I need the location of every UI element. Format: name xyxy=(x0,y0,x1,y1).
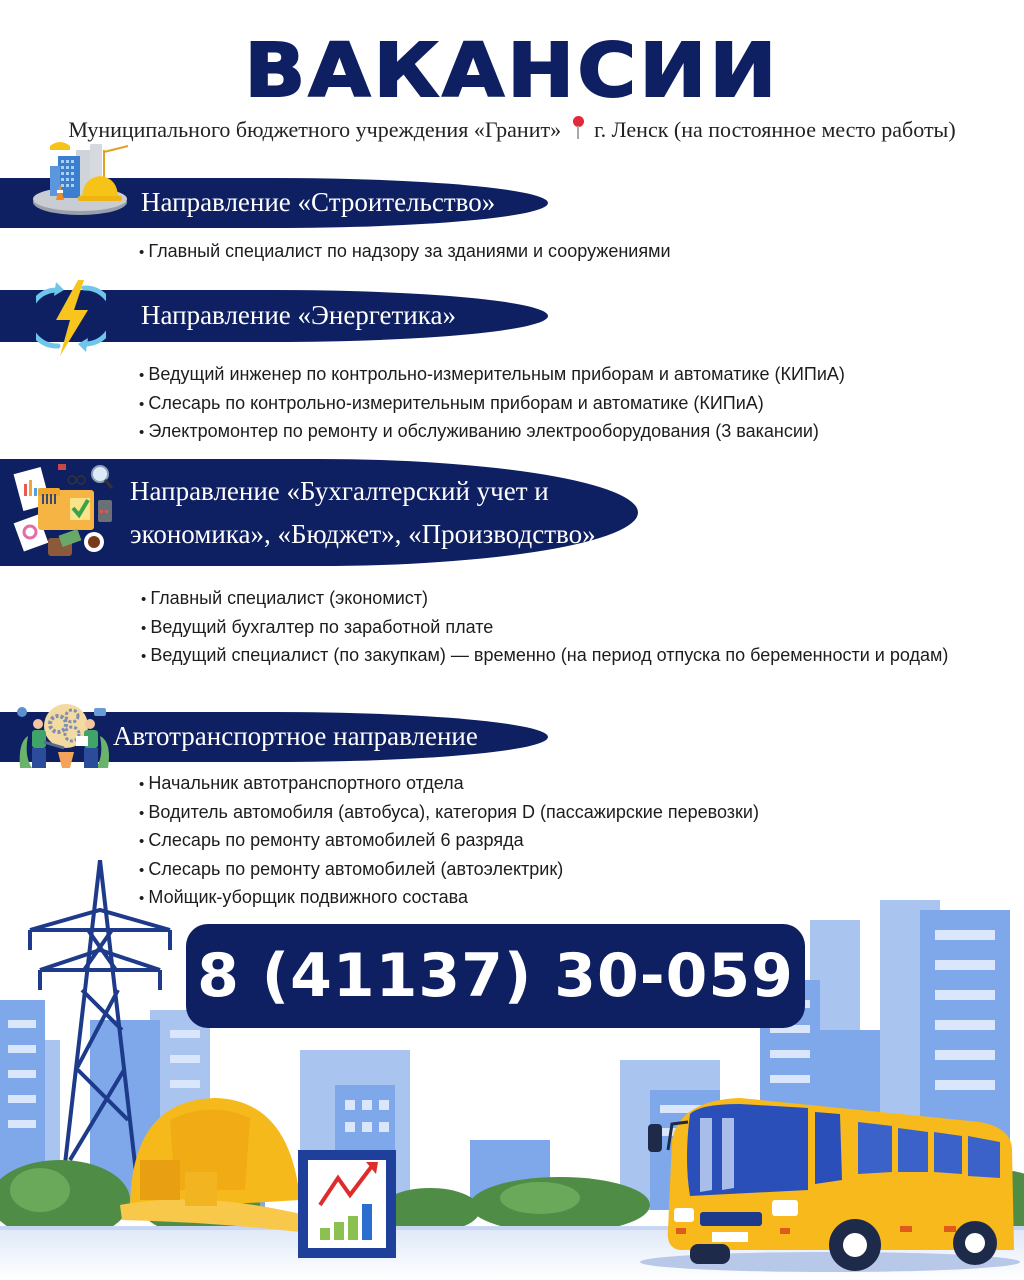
page-title: ВАКАНСИИ xyxy=(244,28,780,114)
accounting-documents-icon xyxy=(8,460,120,566)
vacancy-item: • Слесарь по контрольно-измерительным приборам и автоматике (КИПиА) xyxy=(139,390,845,419)
construction-city-icon xyxy=(30,140,132,220)
vacancy-item: • Начальник автотранспортного отдела xyxy=(139,770,759,799)
vacancy-item: • Слесарь по ремонту автомобилей (автоэлектрик) xyxy=(139,856,759,885)
section-title: Направление «Строительство» xyxy=(141,187,496,218)
vacancy-item: • Главный специалист по надзору за зданиями и сооружениями xyxy=(139,238,671,267)
subtitle xyxy=(0,116,1024,143)
vacancy-list-energy xyxy=(139,361,845,447)
section-title: Направление «Энергетика» xyxy=(141,300,456,331)
vacancy-item: • Главный специалист (экономист) xyxy=(137,585,957,614)
mechanics-gears-icon xyxy=(14,702,114,770)
vacancy-list-accounting xyxy=(137,585,957,671)
vacancy-item: • Мойщик-уборщик подвижного состава xyxy=(139,884,759,913)
bus-illustration xyxy=(640,1098,1020,1272)
vacancy-list-construction xyxy=(139,238,671,267)
section-title-line1: Направление «Бухгалтерский учет и xyxy=(130,475,549,506)
vacancy-item: • Водитель автомобиля (автобуса), категория D (пассажирские перевозки) xyxy=(139,799,759,828)
vacancy-item: • Ведущий инженер по контрольно-измерительным приборам и автоматике (КИПиА) xyxy=(139,361,845,390)
growth-chart-board xyxy=(298,1150,396,1258)
section-title: Автотранспортное направление xyxy=(113,721,478,752)
subtitle-organization: Муниципального бюджетного учреждения «Гранит» xyxy=(68,117,562,142)
city-illustration xyxy=(0,860,1024,1280)
vacancy-item: • Ведущий бухгалтер по заработной плате xyxy=(137,614,957,643)
section-title-line2: экономика», «Бюджет», «Производство» xyxy=(130,518,596,549)
vacancy-item: • Ведущий специалист (по закупкам) — временно (на период отпуска по беременности и родам) xyxy=(137,642,957,671)
energy-lightning-icon xyxy=(36,276,106,358)
vacancy-item: • Слесарь по ремонту автомобилей 6 разряда xyxy=(139,827,759,856)
subtitle-location: г. Ленск (на постоянное место работы) xyxy=(594,117,956,142)
vacancy-item: • Электромонтер по ремонту и обслуживанию электрооборудования (3 вакансии) xyxy=(139,418,845,447)
map-pin-icon xyxy=(571,116,585,140)
contact-phone: 8 (41137) 30-059 xyxy=(186,924,805,1028)
